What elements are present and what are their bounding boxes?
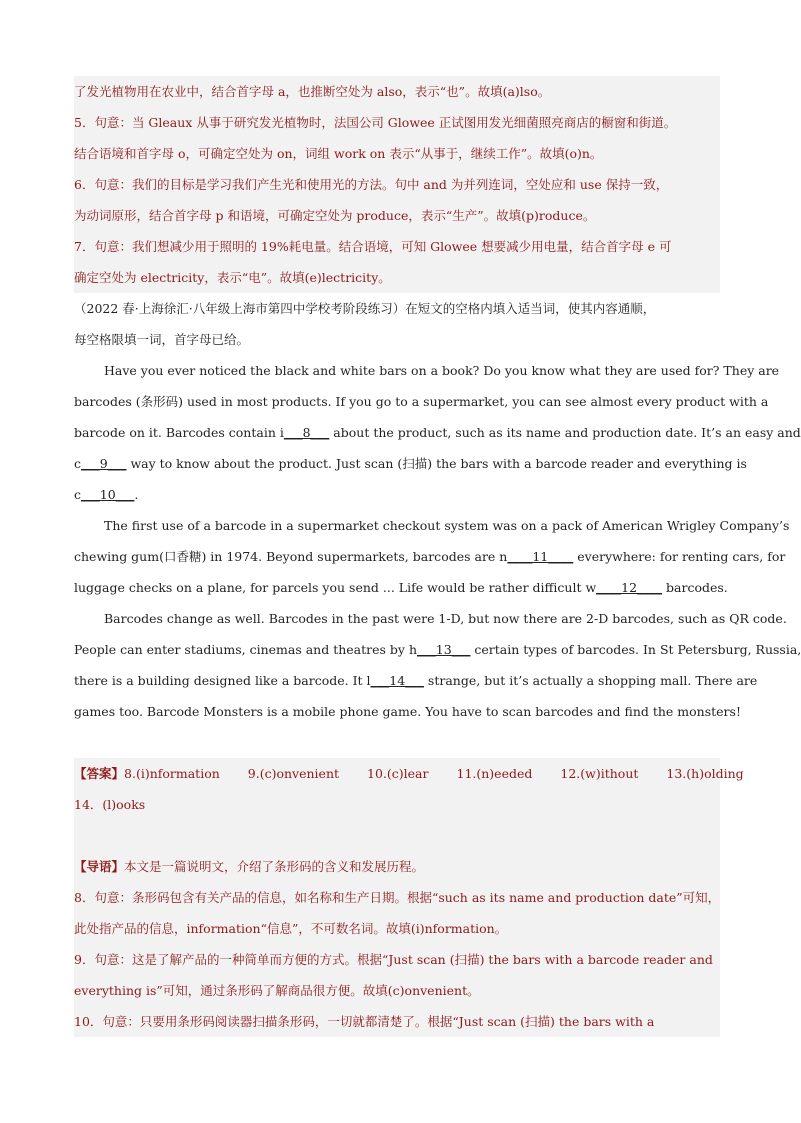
explanation-line: 7．句意：我们想减少用于照明的 19%耗电量。结合语境，可知 Glowee 想要减少用电量，结合首字母 e 可 — [74, 231, 720, 262]
passage-line: c___10___. — [74, 479, 720, 510]
document-page — [74, 76, 801, 1037]
explanation-line: 10．句意：只要用条形码阅读器扫描条形码，一切就都清楚了。根据“Just scan (扫描) the bars with a — [74, 1006, 720, 1037]
blank-13: ___13___ — [417, 642, 471, 657]
explanation-line: 为动词原形，结合首字母 p 和语境，可确定空处为 produce，表示“生产”。故填(p)roduce。 — [74, 200, 720, 231]
answer-item: 13.(h)olding — [666, 766, 744, 781]
explanation-line: 9．句意：这是了解产品的一种简单而方便的方式。根据“Just scan (扫描) the bars with a barcode reader and — [74, 944, 720, 975]
explanation-line: 8．句意：条形码包含有关产品的信息，如名称和生产日期。根据“such as its name and production date”可知， — [74, 882, 720, 913]
explanation-line: everything is”可知，通过条形码了解商品很方便。故填(c)onvenient。 — [74, 975, 720, 1006]
explanation-line: 此处指产品的信息，information“信息”，不可数名词。故填(i)nformation。 — [74, 913, 720, 944]
explanation-line: 结合语境和首字母 o，可确定空处为 on，词组 work on 表示“从事于，继续工作”。故填(o)n。 — [74, 138, 720, 169]
blank-8: ___8___ — [283, 425, 330, 440]
passage-line: luggage checks on a plane, for parcels you send ... Life would be rather difficult w____12____ barcodes. — [74, 572, 720, 603]
blank-shaded-line — [74, 820, 720, 851]
answer-item: 11.(n)eeded — [456, 766, 533, 781]
answer-item: 9.(c)onvenient — [247, 766, 340, 781]
passage-line: barcodes (条形码) used in most products. If you go to a supermarket, you can see almost every product with a — [74, 394, 769, 409]
blank-10: ___10___ — [81, 487, 135, 502]
passage-line: Barcodes change as well. Barcodes in the past were 1-D, but now there are 2-D barcodes, such as QR code. — [104, 611, 787, 626]
question-intro: （2022 春·上海徐汇·八年级上海市第四中学校考阶段练习）在短文的空格内填入适当词，使其内容通顺， — [74, 301, 656, 316]
guide-line: 【导语】本文是一篇说明文，介绍了条形码的含义和发展历程。 — [74, 851, 720, 882]
passage-line: there is a building designed like a barcode. It l___14___ strange, but it’s actually a shopping mall. There are — [74, 665, 720, 696]
passage-line: barcode on it. Barcodes contain i___8___ about the product, such as its name and production date. It’s an easy and — [74, 417, 720, 448]
answer-label: 【答案】 — [74, 766, 125, 781]
blank-14: ___14___ — [370, 673, 424, 688]
answer-line: 14．(l)ooks — [74, 789, 720, 820]
question-intro: 每空格限填一词，首字母已给。 — [74, 332, 250, 347]
spacer — [74, 727, 720, 758]
explanation-line: 确定空处为 electricity，表示“电”。故填(e)lectricity。 — [74, 262, 720, 293]
answer-item: 10.(c)lear — [367, 766, 429, 781]
answer-item: 12.(w)ithout — [560, 766, 639, 781]
blank-11: ____11____ — [507, 549, 574, 564]
guide-label: 【导语】 — [74, 859, 125, 874]
passage-line: People can enter stadiums, cinemas and theatres by h___13___ certain types of barcodes. In St Petersburg, Russia, — [74, 634, 720, 665]
blank-12: ____12____ — [596, 580, 663, 595]
passage-line: Have you ever noticed the black and white bars on a book? Do you know what they are used for? They are — [104, 363, 780, 378]
explanation-line: 了发光植物用在农业中，结合首字母 a，也推断空处为 also，表示“也”。故填(a)lso。 — [74, 76, 720, 107]
passage-line: c___9___ way to know about the product. Just scan (扫描) the bars with a barcode reader and everything is — [74, 448, 720, 479]
explanation-line: 5．句意：当 Gleaux 从事于研究发光植物时，法国公司 Glowee 正试图用发光细菌照亮商店的橱窗和街道。 — [74, 107, 720, 138]
answer-item: 8.(i)nformation — [124, 766, 220, 781]
answer-line — [74, 758, 744, 789]
passage-line: chewing gum(口香糖) in 1974. Beyond supermarkets, barcodes are n____11____ everywhere: for renting cars, for — [74, 541, 720, 572]
passage-line: games too. Barcode Monsters is a mobile phone game. You have to scan barcodes and find the monsters! — [74, 704, 741, 719]
passage-line: The first use of a barcode in a supermarket checkout system was on a pack of American Wrigley Company’s — [104, 518, 790, 533]
explanation-line: 6．句意：我们的目标是学习我们产生光和使用光的方法。句中 and 为并列连词，空处应和 use 保持一致， — [74, 169, 720, 200]
blank-9: ___9___ — [81, 456, 127, 471]
